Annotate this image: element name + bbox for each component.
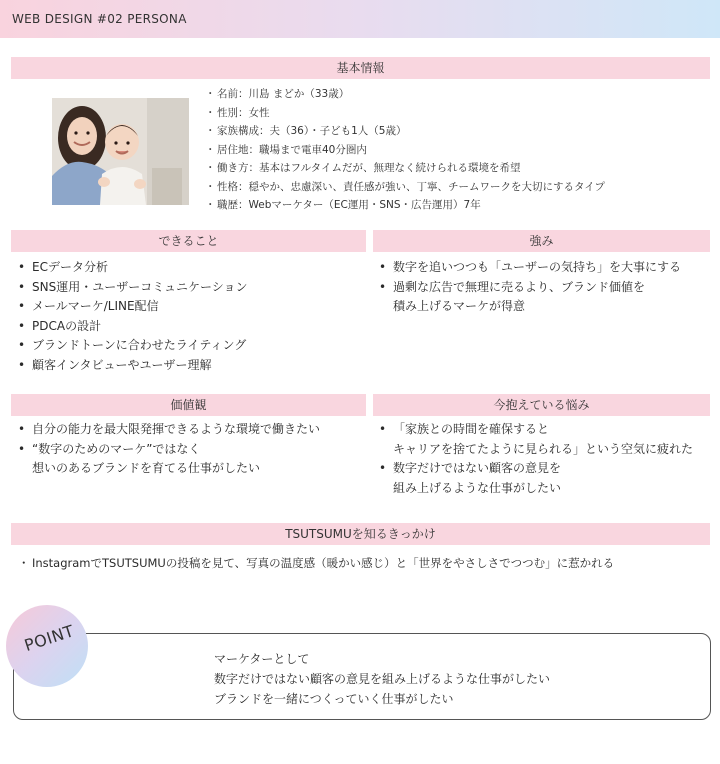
trigger-text: ・ InstagramでTSUTSUMUの投稿を見て、写真の温度感（暖かい感じ）と「世界をやさしさでつつむ」に惹かれる [18, 556, 615, 570]
list-item-text: 組み上げるような仕事がしたい [393, 480, 562, 495]
mother-and-baby-illustration [52, 98, 189, 205]
info-item-name: ・ 名前：川島 まどか（33歳） [205, 88, 350, 100]
skills-heading: できること [11, 230, 366, 252]
list-item-text: SNS運用・ユーザーコミュニケーション [32, 279, 248, 294]
list-item-continuation [18, 459, 320, 479]
info-text: 居住地：職場まで電車40分圏内 [217, 143, 367, 156]
list-item: • ブランドトーンに合わせたライティング [18, 338, 247, 352]
basic-info-heading: 基本情報 [11, 57, 710, 79]
info-item-career: ・ 職歴：Webマーケター（EC運用・SNS・広告運用）7年 [205, 199, 481, 211]
persona-photo [52, 98, 189, 205]
list-item: • 顧客インタビューやユーザー理解 [18, 357, 212, 372]
list-item: • 「家族との時間を確保すると [379, 422, 550, 436]
info-item-family: ・ 家族構成：夫（36）・子ども1人（5歳） [205, 125, 407, 137]
list-item-text: メールマーケ/LINE配信 [32, 299, 159, 313]
list-item: • 自分の能力を最大限発揮できるような環境で働きたい [18, 422, 321, 436]
values-heading: 価値観 [11, 394, 366, 416]
list-item-text: ブランドトーンに合わせたライティング [32, 338, 247, 352]
worries-heading: 今抱えている悩み [373, 394, 710, 416]
point-line: マーケターとして [214, 652, 310, 666]
list-item-continuation [379, 440, 693, 460]
list-item-text: キャリアを捨てたように見られる」という空気に疲れた [393, 441, 694, 456]
list-item-text: 「家族との時間を確保すると [393, 422, 550, 436]
list-item-continuation [379, 479, 693, 499]
page-title: WEB DESIGN #02 PERSONA [12, 12, 187, 26]
list-item: • “数字のためのマーケ”ではなく [18, 441, 201, 456]
list-item: • SNS運用・ユーザーコミュニケーション [18, 279, 248, 294]
basic-info-list [205, 85, 705, 215]
list-item: • PDCAの設計 [18, 318, 102, 333]
list-item: • 数字だけではない顧客の意見を [379, 461, 562, 475]
values-list [18, 420, 320, 479]
info-text: 名前：川島 まどか（33歳） [217, 88, 350, 100]
list-item: • ECデータ分析 [18, 260, 108, 274]
list-item-text: 数字だけではない顧客の意見を [393, 461, 562, 475]
point-text [214, 649, 550, 709]
list-item-text: 積み上げるマーケが得意 [393, 299, 526, 313]
info-item-residence: ・ 居住地：職場まで電車40分圏内 [205, 143, 367, 156]
info-item-personality: ・ 性格：穏やか、忠慮深い、責任感が強い、丁寧、チームワークを大切にするタイプ [205, 180, 605, 193]
point-line: 数字だけではない顧客の意見を組み上げるような仕事がしたい [214, 672, 551, 686]
list-item: • 数字を追いつつも「ユーザーの気持ち」を大事にする [379, 260, 682, 274]
list-item-text: 想いのあるブランドを育てる仕事がしたい [32, 461, 261, 475]
strengths-list [379, 258, 681, 317]
info-text: 職歴：Webマーケター（EC運用・SNS・広告運用）7年 [217, 199, 481, 211]
info-item-gender: ・ 性別：女性 [205, 106, 270, 119]
list-item-text: 数字を追いつつも「ユーザーの気持ち」を大事にする [393, 260, 682, 274]
list-item-text: 顧客インタビューやユーザー理解 [32, 357, 212, 372]
list-item: • メールマーケ/LINE配信 [18, 299, 159, 313]
strengths-heading: 強み [373, 230, 710, 252]
info-text: 性格：穏やか、忠慮深い、責任感が強い、丁寧、チームワークを大切にするタイプ [217, 180, 605, 193]
skills-list [18, 258, 248, 375]
info-text: 性別：女性 [217, 106, 270, 119]
list-item-text: ECデータ分析 [32, 260, 108, 274]
list-item-continuation [379, 297, 681, 317]
list-item-text: “数字のためのマーケ”ではなく [32, 441, 201, 456]
info-text: 家族構成：夫（36）・子ども1人（5歳） [217, 125, 407, 137]
info-item-workstyle: ・ 働き方：基本はフルタイムだが、無理なく続けられる環境を希望 [205, 162, 521, 174]
list-item: • 過剰な広告で無理に売るより、ブランド価値を [379, 279, 646, 294]
worries-list [379, 420, 693, 498]
list-item-text: PDCAの設計 [32, 318, 102, 333]
list-item-text: 自分の能力を最大限発揮できるような環境で働きたい [32, 422, 321, 436]
info-text: 働き方：基本はフルタイムだが、無理なく続けられる環境を希望 [217, 162, 521, 174]
trigger-body: InstagramでTSUTSUMUの投稿を見て、写真の温度感（暖かい感じ）と「世界をやさしさでつつむ」に惹かれる [32, 556, 615, 570]
trigger-heading: TSUTSUMUを知るきっかけ [11, 523, 710, 545]
point-line: ブランドを一緒につくっていく仕事がしたい [214, 692, 454, 706]
list-item-text: 過剰な広告で無理に売るより、ブランド価値を [393, 279, 646, 294]
header-bar [0, 0, 720, 38]
point-label: POINT [22, 621, 77, 656]
